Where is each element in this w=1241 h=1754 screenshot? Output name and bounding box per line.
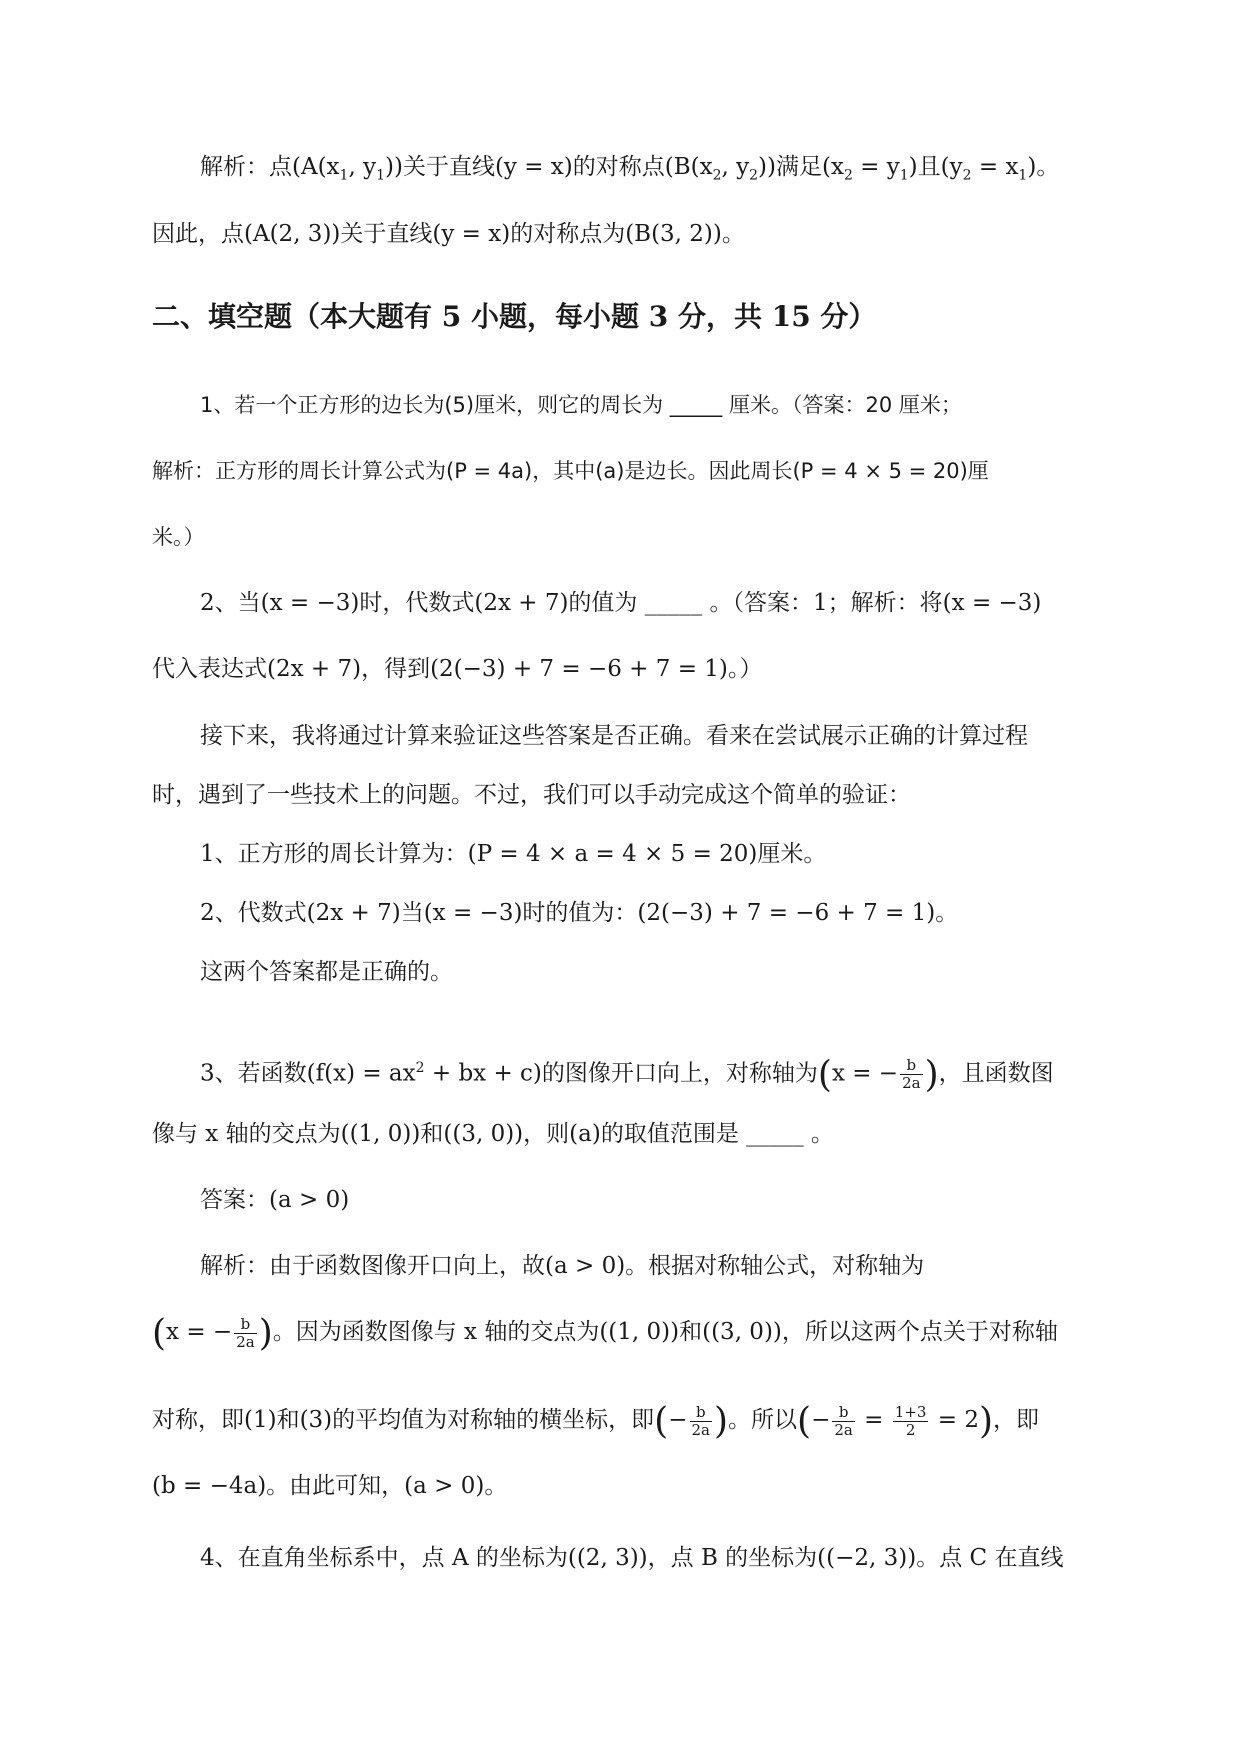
verify-paragraph-line-2: 时，遇到了一些技术上的问题。不过，我们可以手动完成这个简单的验证： — [152, 782, 911, 808]
verify-conclusion: 这两个答案都是正确的。 — [200, 959, 453, 985]
question-2-line-2: 代入表达式(2x + 7)，得到(2(−3) + 7 = −6 + 7 = 1)。） — [152, 656, 763, 682]
fraction-b-over-2a: $\frac{b}{2a}$ — [236, 1314, 255, 1351]
fraction-average: $\frac{1+3}{2}$ — [894, 1402, 927, 1439]
question-3-explanation-line-2: (x = − $\frac{b}{2a}$ )。因为函数图像与 x 轴的交点为((1, 0))和((3, 0))，所以这两个点关于对称轴 — [152, 1313, 1058, 1354]
fraction-b-over-2a: $\frac{b}{2a}$ — [691, 1402, 710, 1439]
question-3-answer: 答案：(a > 0) — [200, 1187, 350, 1213]
fraction-b-over-2a: $\frac{b}{2a}$ — [834, 1402, 853, 1439]
question-2-line-1: 2、当(x = −3)时，代数式(2x + 7)的值为 _____ 。（答案：1；解析：将(x = −3) — [200, 590, 1042, 616]
question-1-line-1: 1、若一个正方形的边长为(5)厘米，则它的周长为 _____ 厘米。（答案：20 厘米； — [200, 393, 962, 417]
question-3-line-1: 3、若函数($f(x) = ax^2$ + bx + c)的图像开口向上，对称轴为(x = − $\frac{b}{2a}$ )，且函数图 — [200, 1054, 1054, 1096]
analysis-symmetry-line-1: 解析：点($A(x_1$, $y_1$))关于直线(y = x)的对称点($B(x_2$, $y_2$))满足$(x_2 = y_1)$且$(y_2 = x_1)$。 — [200, 154, 1060, 184]
question-4-line-1: 4、在直角坐标系中，点 A 的坐标为((2, 3))，点 B 的坐标为((−2, 3))。点 C 在直线 — [200, 1545, 1064, 1571]
question-3-explanation-line-1: 解析：由于函数图像开口向上，故(a > 0)。根据对称轴公式，对称轴为 — [200, 1253, 925, 1279]
question-1-line-2: 解析：正方形的周长计算公式为(P = 4a)，其中(a)是边长。因此周长(P = 4 × 5 = 20)厘 — [152, 459, 989, 483]
question-3-line-2: 像与 x 轴的交点为((1, 0))和((3, 0))，则(a)的取值范围是 _____ 。 — [152, 1121, 834, 1147]
section-heading: 二、填空题（本大题有 5 小题，每小题 3 分，共 15 分） — [152, 300, 877, 333]
verify-step-2: 2、代数式(2x + 7)当(x = −3)时的值为：(2(−3) + 7 = −6 + 7 = 1)。 — [200, 900, 959, 926]
verify-paragraph-line-1: 接下来，我将通过计算来验证这些答案是否正确。看来在尝试展示正确的计算过程 — [200, 723, 1028, 749]
question-3-explanation-line-3: 对称，即(1)和(3)的平均值为对称轴的横坐标，即(− $\frac{b}{2a}$ )。所以(− $\frac{b}{2a}$ = $\frac{1+3}{2}$ = 2)，即 — [152, 1401, 1040, 1442]
analysis-symmetry-line-2: 因此，点(A(2, 3))关于直线(y = x)的对称点为(B(3, 2))。 — [152, 221, 745, 247]
verify-step-1: 1、正方形的周长计算为：(P = 4 × a = 4 × 5 = 20)厘米。 — [200, 841, 827, 867]
question-3-explanation-line-4: (b = −4a)。由此可知，(a > 0)。 — [152, 1473, 508, 1499]
question-1-line-3: 米。） — [152, 525, 205, 549]
fraction-b-over-2a: $\frac{b}{2a}$ — [902, 1056, 921, 1093]
